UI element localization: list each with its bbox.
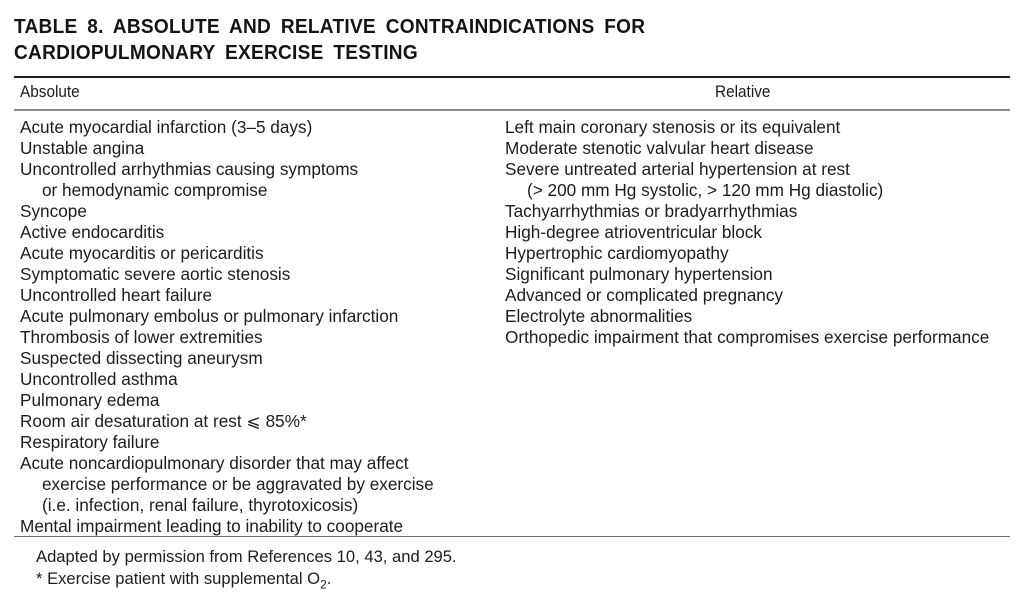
table-entry-text: Suspected dissecting aneurysm [20, 348, 263, 368]
table-entry [20, 159, 490, 201]
table-entry [20, 306, 490, 327]
table-entry [20, 117, 490, 138]
table-entry [505, 327, 1024, 348]
table-title: TABLE 8. ABSOLUTE AND RELATIVE CONTRAINDICATIONS FOR CARDIOPULMONARY EXERCISE TESTING [14, 15, 646, 64]
table-entry-text: High-degree atrioventricular block [505, 222, 762, 242]
table-entry-text: Thrombosis of lower extremities [20, 327, 263, 347]
column-absolute [20, 117, 490, 537]
table-entry-text: Electrolyte abnormalities [505, 306, 693, 326]
table-entry-text: Orthopedic impairment that compromises exercise performance [505, 327, 990, 347]
table-entry [20, 390, 490, 411]
table-entry [20, 138, 490, 159]
table-entry-continuation: (i.e. infection, renal failure, thyrotoxicosis) [42, 495, 359, 515]
footnote-asterisk [36, 568, 1010, 596]
table-entry-text: Acute myocardial infarction (3–5 days) [20, 117, 313, 137]
column-relative [505, 117, 1024, 348]
table-entry-text: Respiratory failure [20, 432, 160, 452]
table-entry-text: Tachyarrhythmias or bradyarrhythmias [505, 201, 798, 221]
table-entry [505, 243, 1024, 264]
table-entry [505, 117, 1024, 138]
footnote-source: Adapted by permission from References 10, 43, and 295. [36, 547, 457, 566]
table-entry-text: Symptomatic severe aortic stenosis [20, 264, 291, 284]
footnotes [14, 537, 1010, 595]
table-entry-text: Acute pulmonary embolus or pulmonary infarction [20, 306, 399, 326]
table-entry-text: Room air desaturation at rest ⩽ 85%* [20, 411, 307, 431]
table-entry-text: Severe untreated arterial hypertension at rest [505, 159, 850, 179]
table-entry [20, 243, 490, 264]
table-entry-text: Advanced or complicated pregnancy [505, 285, 784, 305]
table-entry-continuation: exercise performance or be aggravated by exercise [42, 474, 434, 494]
table-entry [20, 453, 490, 516]
table-entry [20, 411, 490, 432]
table-entry-text: Hypertrophic cardiomyopathy [505, 243, 729, 263]
column-header-absolute: Absolute [20, 83, 80, 101]
table-body [14, 111, 1010, 536]
table-entry [20, 369, 490, 390]
table-entry [20, 348, 490, 369]
table-entry-continuation: (> 200 mm Hg systolic, > 120 mm Hg diastolic) [527, 180, 884, 200]
table-entry-text: Mental impairment leading to inability to cooperate [20, 516, 404, 536]
table-entry-text: Uncontrolled heart failure [20, 285, 213, 305]
table-entry-text: Moderate stenotic valvular heart disease [505, 138, 814, 158]
table-entry [20, 285, 490, 306]
table-entry [505, 159, 1024, 201]
table-entry-text: Pulmonary edema [20, 390, 160, 410]
table-entry [20, 222, 490, 243]
table-entry [505, 201, 1024, 222]
table-entry [505, 306, 1024, 327]
table-entry [20, 327, 490, 348]
table-entry-text: Acute myocarditis or pericarditis [20, 243, 264, 263]
table-entry-text: Left main coronary stenosis or its equivalent [505, 117, 841, 137]
footnote-subscript: 2 [320, 576, 327, 591]
table-entry [20, 201, 490, 222]
table-entry [505, 222, 1024, 243]
table-entry [505, 264, 1024, 285]
table-entry-text: Uncontrolled asthma [20, 369, 178, 389]
table-entry-text: Unstable angina [20, 138, 145, 158]
table-entry-text: Active endocarditis [20, 222, 165, 242]
table-entry-text: Uncontrolled arrhythmias causing symptoms [20, 159, 359, 179]
table-entry [20, 432, 490, 453]
table-entry [20, 516, 490, 537]
table-entry [20, 264, 490, 285]
table-entry-text: Syncope [20, 201, 87, 221]
table-entry-text: Acute noncardiopulmonary disorder that may affect [20, 453, 409, 473]
footnote-asterisk-end: . [326, 568, 332, 588]
table-entry-continuation: or hemodynamic compromise [42, 180, 268, 200]
table-entry [505, 285, 1024, 306]
table-entry [505, 138, 1024, 159]
footnote-asterisk-text: * Exercise patient with supplemental O [36, 568, 321, 588]
column-header-row [14, 78, 1010, 109]
table-entry-text: Significant pulmonary hypertension [505, 264, 773, 284]
column-header-relative: Relative [715, 83, 771, 101]
